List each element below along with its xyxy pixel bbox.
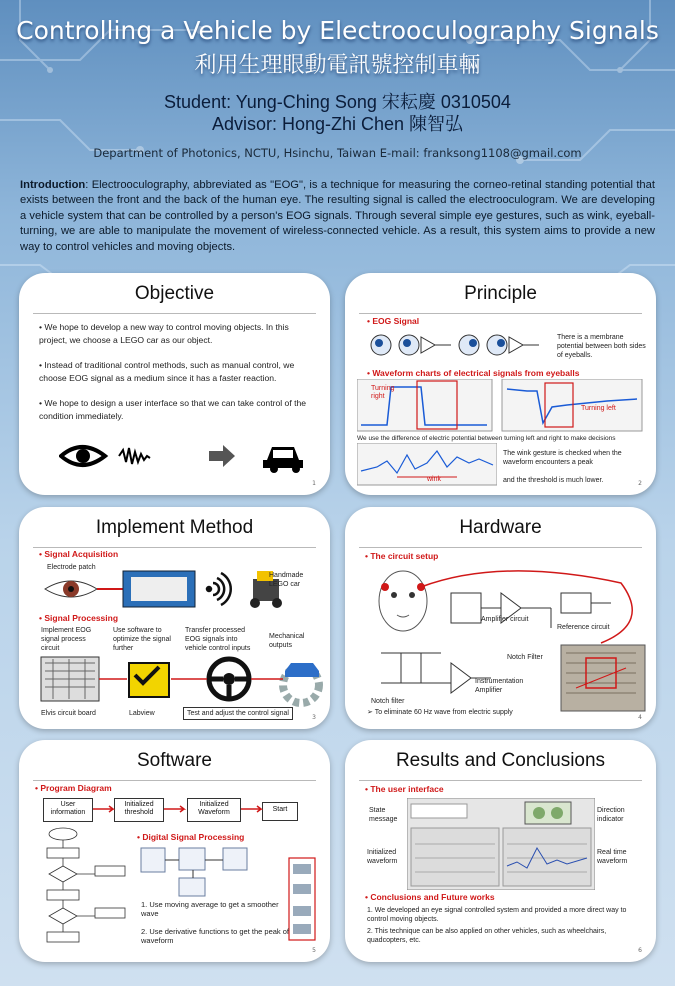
introduction: [20, 178, 655, 255]
principle-title: Principle: [464, 283, 537, 304]
flow-threshold: Initialized threshold: [114, 798, 164, 822]
initialized-waveform-label: Initialized waveform: [367, 849, 398, 865]
steering-wheel-icon: [209, 659, 249, 699]
objective-bullet-3: • We hope to design a user interface so that we can take control of the condition immediately.: [39, 398, 307, 421]
board-label: Elvis circuit board: [41, 710, 96, 717]
flow-user-info: User information: [43, 798, 93, 822]
circuit-board-icon: [41, 657, 99, 701]
step-1: Implement EOG signal process circuit: [41, 627, 92, 652]
dsp-label: • Digital Signal Processing: [137, 832, 245, 842]
wireless-icon: [207, 573, 231, 605]
electrode-label: Electrode patch: [47, 564, 96, 571]
poster-title: Controlling a Vehicle by Electrooculography Signals: [16, 16, 659, 45]
software-panel: Software • Program Diagram User information Initialized threshold Initialized Waveform Start • Digital Signal Processing 1. Use moving average to get a smoother wave 2. Use derivative functions to get the peak of waveform 5: [19, 740, 330, 962]
flowchart: [33, 826, 143, 952]
step-3: Transfer processed EOG signals into vehicle control inputs: [185, 627, 251, 652]
software-title: Software: [137, 750, 212, 771]
flow-start: Start: [262, 802, 298, 821]
department-line: Department of Photonics, NCTU, Hsinchu, Taiwan E-mail: franksong1108@gmail.com: [93, 146, 582, 160]
hardware-title: Hardware: [459, 517, 542, 538]
objective-bullet-2: • Instead of traditional control methods, such as manual control, we choose EOG signal as a medium since it has a faster reaction.: [39, 360, 295, 383]
arrow-right-icon: [209, 445, 235, 467]
wink-label: wink: [427, 476, 442, 483]
eog-signal-label: • EOG Signal: [367, 316, 420, 326]
dsp-note-2: 2. Use derivative functions to get the peak of waveform: [141, 927, 290, 945]
flow-waveform: Initialized Waveform: [187, 798, 241, 822]
turning-left-label: Turning left: [581, 405, 616, 412]
results-title: Results and Conclusions: [395, 750, 606, 771]
program-diagram-label: • Program Diagram: [35, 783, 112, 793]
notch-filter-2-label: Notch filter: [371, 698, 405, 705]
eye-to-car-graphic: [59, 438, 309, 474]
face-icon: [379, 571, 427, 631]
labview-label: Labview: [129, 710, 155, 717]
student-line: Student: Yung-Ching Song 宋耘慶 0310504: [164, 92, 511, 112]
flow-arrows: [91, 802, 271, 816]
step-2: Use software to optimize the signal further: [113, 627, 171, 652]
implement-title: Implement Method: [95, 517, 254, 538]
membrane-note: There is a membrane potential between both sides of eyeballs.: [557, 334, 646, 359]
conclusion-1: 1. We developed an eye signal controlled system and provided a more direct way to control moving objects.: [367, 907, 627, 923]
step-4: Mechanical outputs: [269, 633, 305, 649]
signal-acquisition-label: • Signal Acquisition: [39, 549, 119, 559]
implement-panel: Implement Method • Signal Acquisition Electrode patch Handmade LEGO car • Signal Processing Implement EOG signal process circuit Use software to optimize the signal further Transfer processed EOG signals into vehicle control inputs Mechanical outputs Elvis circuit board Labview Test and adjust the control signal 3: [19, 507, 330, 729]
wink-note-2: and the threshold is much lower.: [503, 477, 604, 484]
conclusion-2: 2. This technique can be also applied on other vehicles, such as wheelchairs, quadcopters, etc.: [367, 928, 607, 944]
wink-note-1: The wink gesture is checked when the waveform encounters a peak: [503, 450, 622, 466]
dsp-note-1: 1. Use moving average to get a smoother wave: [141, 900, 279, 918]
breadboard-icon: [123, 571, 195, 607]
notch-filter-label: Notch Filter: [507, 654, 543, 661]
car-gear-icon: [283, 663, 319, 703]
direction-indicator-label: Direction indicator: [597, 807, 625, 823]
objective-panel: Objective • We hope to develop a new way to control moving objects. In this project, we choose a LEGO car as our object. • Instead of traditional control methods, such as manual control, we choose EOG signal as a medium since it has a faster reaction. • We hope to design a user interface so that we can take control of the condition immediately. 1: [19, 273, 330, 495]
circuit-photo: [561, 645, 645, 711]
principle-panel: Principle • EOG Signal There is a membrane potential between both sides of eyeballs. • Waveform charts of electrical signals from eyeballs Turning right Turning left We use the difference of electric potential between turning left and right to make decisions wink The wink gesture is checked when the waveform encounters a peak and the threshold is much lower. 2: [345, 273, 656, 495]
intro-text: : Electrooculography, abbreviated as "EOG", is a technique for measuring the corneo-retinal standing potential that exists between the front and the back of the human eye. The resulting signal is called the electrooculogram. We are developing a vehicle system that can be controlled by a person's EOG signals. Through several simple eye gestures, such as wink, eyeball-turning, we are able to manipulate the movement of wireless-connected vehicle. As a result, this system aims to provide a new way to control vehicles and moving objects.: [20, 179, 655, 253]
amplifier-label: Amplifier circuit: [481, 616, 529, 623]
circuit-setup-label: • The circuit setup: [365, 551, 439, 561]
state-message-label: State message: [369, 807, 398, 823]
eye-icon: [61, 447, 105, 465]
reference-label: Reference circuit: [557, 624, 610, 631]
signal-processing-label: • Signal Processing: [39, 613, 119, 623]
instrumentation-label: Instrumentation Amplifier: [475, 678, 524, 694]
realtime-waveform-label: Real time waveform: [597, 849, 628, 865]
test-adjust-box: Test and adjust the control signal: [183, 707, 293, 720]
eliminate-note: ➢ To eliminate 60 Hz wave from electric supply: [367, 709, 513, 716]
user-interface-screenshot: [407, 798, 595, 890]
waveform-charts-label: • Waveform charts of electrical signals from eyeballs: [367, 368, 580, 378]
processing-graphic: [39, 653, 329, 709]
eye-electrode-icon: [45, 581, 97, 597]
labview-icon: [129, 663, 169, 697]
hardware-panel: Hardware • The circuit setup Amplifier circuit Reference circuit Notch Filter Instrumentation Amplifier Notch filter ➢ To eliminate 60 Hz wave from electric supply 4: [345, 507, 656, 729]
difference-note: We use the difference of electric potential between turning left and right to make decisions: [357, 435, 616, 442]
poster-title-chinese: 利用生理眼動電訊號控制車輛: [194, 53, 481, 78]
eye-circuit-diagram: [359, 327, 559, 363]
handmade-car-label: Handmade LEGO car: [269, 572, 304, 588]
conclusions-label: • Conclusions and Future works: [365, 892, 495, 902]
objective-bullet-1: • We hope to develop a new way to control moving objects. In this project, we choose a LEGO car as our object.: [39, 322, 289, 345]
advisor-line: Advisor: Hong-Zhi Chen 陳智弘: [211, 114, 464, 134]
intro-label: Introduction: [20, 179, 86, 191]
user-interface-label: • The user interface: [365, 784, 444, 794]
car-icon: [263, 447, 303, 473]
objective-title: Objective: [134, 283, 215, 304]
results-panel: Results and Conclusions • The user interface State message Direction indicator Initialized waveform Real time waveform • Conclusions and Future works 1. We developed an eye signal controlled system and provided a more direct way to control moving objects. 2. This technique can be also applied on other vehicles, such as wheelchairs, quadcopters, etc. 6: [345, 740, 656, 962]
turning-right-label: Turning right: [371, 385, 395, 400]
waveform-icon: [119, 448, 150, 464]
